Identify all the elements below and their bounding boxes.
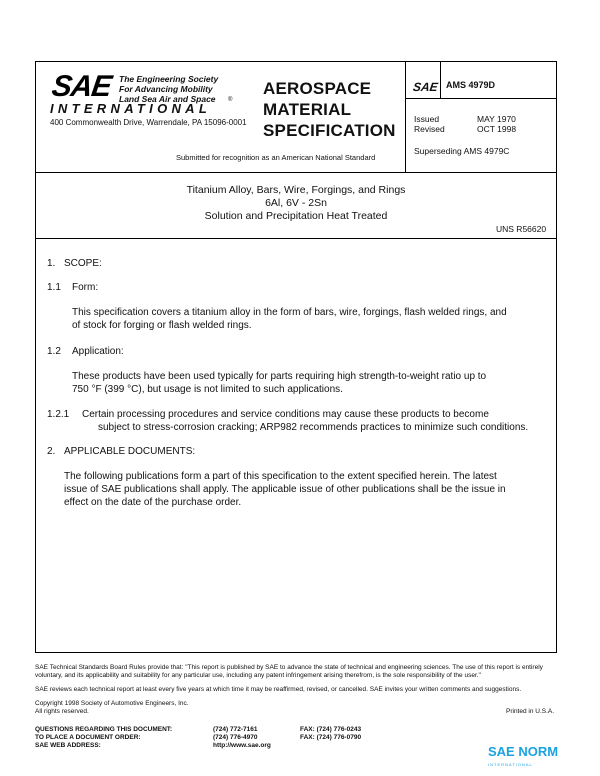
section-1-1-title: Form: bbox=[72, 282, 99, 293]
superseding-note: Superseding AMS 4979C bbox=[414, 146, 510, 156]
header-column-divider bbox=[405, 61, 406, 172]
uns-number: UNS R56620 bbox=[496, 224, 547, 234]
footer-contact-phones: (724) 772-7161 (724) 776-4970 http://www.sae.org bbox=[213, 726, 271, 749]
sae-norm-watermark: SAE NORM bbox=[488, 744, 559, 759]
footer-contact-faxes: FAX: (724) 776-0243 FAX: (724) 776-0790 bbox=[300, 726, 362, 741]
footer-printed: Printed in U.S.A. bbox=[506, 708, 555, 715]
society-tagline: The Engineering Society For Advancing Mobility Land Sea Air and Space bbox=[119, 74, 219, 104]
international-wordmark: INTERNATIONAL bbox=[50, 101, 212, 116]
section-1-2-1-text-1: Certain processing procedures and service conditions may cause these products to become bbox=[82, 409, 489, 420]
section-1-1-text: This specification covers a titanium alloy in the form of bars, wire, forgings, flash welded rings, and of stock for forging or flash welded rings. bbox=[72, 307, 507, 331]
doc-number-small-divider bbox=[440, 61, 441, 98]
footer-copyright: Copyright 1998 Society of Automotive Engineers, Inc. All rights reserved. bbox=[35, 700, 189, 715]
registered-mark: ® bbox=[228, 97, 233, 103]
watermark-subtext: INTERNATIONAL bbox=[488, 762, 533, 767]
doc-number-divider bbox=[405, 98, 557, 99]
sae-small-logo: SAE bbox=[412, 80, 439, 94]
document-title: Titanium Alloy, Bars, Wire, Forgings, and Rings 6Al, 6V - 2Sn Solution and Precipitation Heat Treated bbox=[186, 184, 406, 222]
section-2-text: The following publications form a part of this specification to the extent specified herein. The latest issue of SAE publications shall apply. The applicable issue of other publications shall be the issue in effect on the date of the purchase order. bbox=[64, 471, 506, 508]
section-2-title: APPLICABLE DOCUMENTS: bbox=[64, 446, 196, 457]
section-1-1-number: 1.1 bbox=[47, 282, 61, 293]
section-1-number: 1. bbox=[47, 258, 56, 269]
footer-contact-labels: QUESTIONS REGARDING THIS DOCUMENT: TO PLACE A DOCUMENT ORDER: SAE WEB ADDRESS: bbox=[35, 726, 173, 749]
date-labels: Issued Revised bbox=[414, 114, 445, 134]
section-1-2-1-number: 1.2.1 bbox=[47, 409, 70, 420]
sae-logo: SAE bbox=[49, 70, 114, 103]
spec-type-title: AEROSPACE MATERIAL SPECIFICATION bbox=[263, 79, 396, 140]
section-1-2-number: 1.2 bbox=[47, 346, 61, 357]
address: 400 Commonwealth Drive, Warrendale, PA 15096-0001 bbox=[50, 118, 247, 127]
header-divider bbox=[35, 172, 557, 173]
footer-review-note: SAE reviews each technical report at least every five years at which time it may be reaffirmed, revised, or cancelled. SAE invites your written comments and suggestions. bbox=[35, 686, 522, 693]
section-1-2-text: These products have been used typically for parts requiring high strength-to-weight ratio up to 750 °F (399 °C), but usage is not limited to such applications. bbox=[72, 371, 487, 395]
title-divider bbox=[35, 238, 557, 239]
section-1-2-1-text-2: subject to stress-corrosion cracking; ARP982 recommends practices to minimize such conditions. bbox=[98, 422, 529, 433]
document-number: AMS 4979D bbox=[446, 80, 496, 90]
date-values: MAY 1970 OCT 1998 bbox=[477, 114, 517, 134]
submitted-note: Submitted for recognition as an American National Standard bbox=[176, 153, 376, 162]
footer-disclaimer: SAE Technical Standards Board Rules provide that: "This report is published by SAE to advance the state of technical and engineering sciences. The use of this report is entirely voluntary, and its applicability and suitability for any particular use, including any patent infringement arising therefrom, is the sole responsibility of the user." bbox=[35, 664, 543, 679]
section-2-number: 2. bbox=[47, 446, 56, 457]
section-1-title: SCOPE: bbox=[64, 258, 102, 269]
section-1-2-title: Application: bbox=[72, 346, 124, 357]
